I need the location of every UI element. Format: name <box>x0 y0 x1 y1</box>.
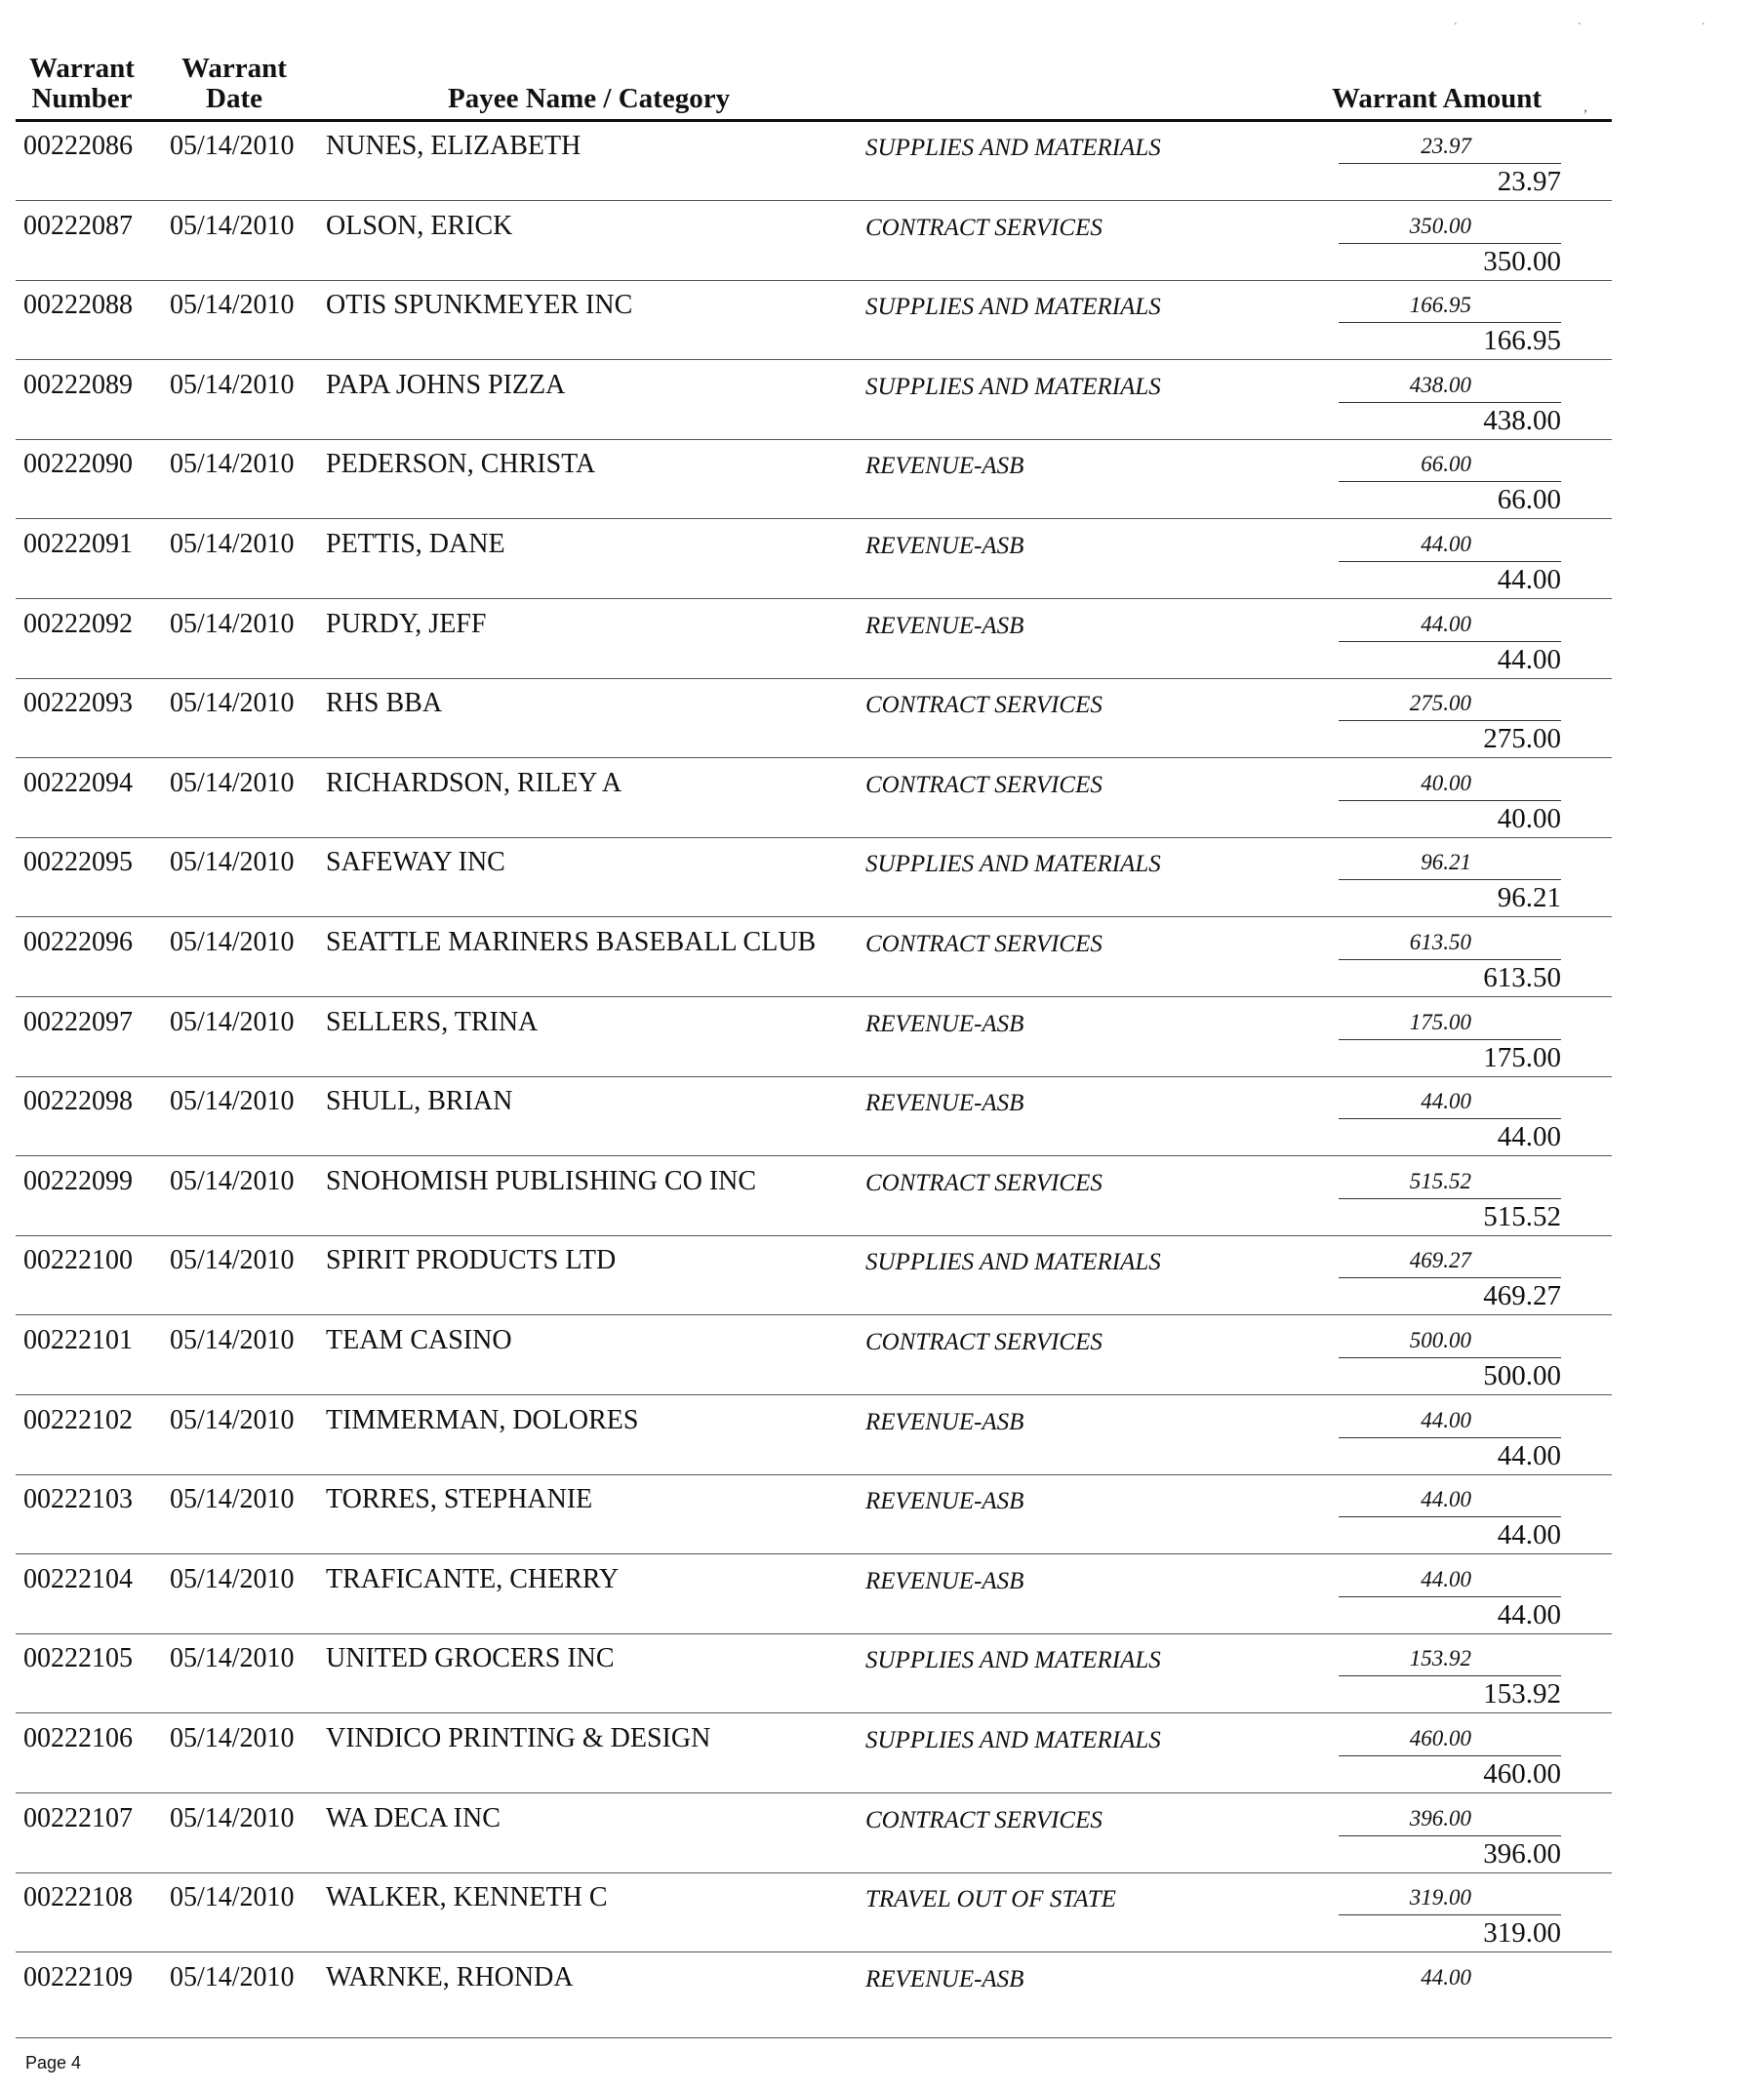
warrant-amount: 515.52 <box>1483 1200 1561 1232</box>
table-row <box>0 1875 1624 1955</box>
subtotal-rule <box>1339 243 1561 244</box>
warrant-date: 05/14/2010 <box>170 131 295 161</box>
warrant-number: 00222091 <box>23 529 133 559</box>
warrant-amount: 44.00 <box>1497 1121 1561 1153</box>
payee-name: WARNKE, RHONDA <box>326 1961 574 1992</box>
category-amount: 44.00 <box>1421 532 1471 556</box>
payee-name: OTIS SPUNKMEYER INC <box>326 290 633 321</box>
subtotal-rule <box>1339 800 1561 801</box>
category-amount: 175.00 <box>1409 1009 1471 1034</box>
warrant-number: 00222098 <box>23 1086 133 1117</box>
table-row <box>0 1238 1624 1318</box>
row-separator <box>16 1314 1612 1315</box>
row-separator <box>16 1553 1612 1554</box>
subtotal-rule <box>1339 641 1561 642</box>
category-amount: 44.00 <box>1421 1566 1471 1591</box>
subtotal-rule <box>1339 1516 1561 1517</box>
warrant-date: 05/14/2010 <box>170 449 295 480</box>
warrant-date: 05/14/2010 <box>170 767 295 798</box>
payee-category: REVENUE-ASB <box>865 1010 1024 1037</box>
subtotal-rule <box>1339 163 1561 164</box>
payee-category: CONTRACT SERVICES <box>865 771 1102 798</box>
warrant-number: 00222099 <box>23 1165 133 1196</box>
subtotal-rule <box>1339 1198 1561 1199</box>
payee-name: TORRES, STEPHANIE <box>326 1484 593 1515</box>
payee-category: REVENUE-ASB <box>865 1488 1024 1515</box>
row-separator <box>16 1951 1612 1952</box>
warrant-date: 05/14/2010 <box>170 1643 295 1674</box>
warrant-amount: 613.50 <box>1483 962 1561 993</box>
category-amount: 166.95 <box>1409 293 1471 318</box>
warrant-date: 05/14/2010 <box>170 1802 295 1833</box>
category-amount: 153.92 <box>1409 1646 1471 1671</box>
row-separator <box>16 280 1612 281</box>
warrant-number: 00222104 <box>23 1563 133 1594</box>
table-row <box>0 1557 1624 1637</box>
warrant-date: 05/14/2010 <box>170 927 295 957</box>
table-row <box>0 1000 1624 1080</box>
page-number: Page 4 <box>25 2053 82 2072</box>
row-separator <box>16 200 1612 201</box>
warrant-amount: 66.00 <box>1497 484 1561 516</box>
row-separator <box>16 1872 1612 1873</box>
payee-name: WALKER, KENNETH C <box>326 1882 608 1913</box>
row-separator <box>16 439 1612 440</box>
payee-name: UNITED GROCERS INC <box>326 1643 615 1674</box>
warrant-amount: 319.00 <box>1483 1917 1561 1950</box>
subtotal-rule <box>1339 1437 1561 1438</box>
warrant-number: 00222096 <box>23 927 133 957</box>
header-payee-category: Payee Name / Category <box>448 83 731 114</box>
payee-name: NUNES, ELIZABETH <box>326 131 581 161</box>
category-amount: 44.00 <box>1421 1964 1471 1990</box>
subtotal-rule <box>1339 561 1561 562</box>
payee-name: WA DECA INC <box>326 1802 501 1833</box>
payee-category: CONTRACT SERVICES <box>865 1806 1102 1833</box>
row-separator <box>16 1792 1612 1793</box>
footer-rule <box>16 2037 1612 2038</box>
warrant-number: 00222089 <box>23 369 133 400</box>
table-row <box>0 1636 1624 1716</box>
warrant-amount: 469.27 <box>1483 1280 1561 1312</box>
table-row <box>0 1716 1624 1796</box>
table-row <box>0 1955 1624 2035</box>
category-amount: 469.27 <box>1409 1248 1471 1273</box>
warrant-date: 05/14/2010 <box>170 1723 295 1753</box>
warrant-number: 00222102 <box>23 1404 133 1435</box>
warrant-amount: 275.00 <box>1483 723 1561 755</box>
warrant-date: 05/14/2010 <box>170 290 295 321</box>
payee-name: PEDERSON, CHRISTA <box>326 449 596 480</box>
subtotal-rule <box>1339 1039 1561 1040</box>
category-amount: 44.00 <box>1421 611 1471 636</box>
row-separator <box>16 1076 1612 1077</box>
warrant-number: 00222108 <box>23 1882 133 1913</box>
payee-category: SUPPLIES AND MATERIALS <box>865 294 1161 321</box>
warrant-amount: 96.21 <box>1497 882 1561 914</box>
category-amount: 23.97 <box>1421 134 1471 158</box>
payee-name: TRAFICANTE, CHERRY <box>326 1563 620 1594</box>
category-amount: 319.00 <box>1409 1885 1471 1911</box>
warrant-date: 05/14/2010 <box>170 1563 295 1594</box>
warrant-date: 05/14/2010 <box>170 1882 295 1913</box>
table-row <box>0 1398 1624 1478</box>
subtotal-rule <box>1339 1755 1561 1756</box>
row-separator <box>16 1712 1612 1713</box>
subtotal-rule <box>1339 1914 1561 1915</box>
row-separator <box>16 996 1612 997</box>
payee-category: REVENUE-ASB <box>865 612 1024 639</box>
table-row <box>0 920 1624 1000</box>
warrant-amount: 396.00 <box>1483 1837 1561 1870</box>
payee-category: SUPPLIES AND MATERIALS <box>865 1647 1161 1674</box>
payee-category: CONTRACT SERVICES <box>865 1329 1102 1355</box>
table-row <box>0 283 1624 363</box>
warrant-amount: 23.97 <box>1497 166 1561 197</box>
category-amount: 613.50 <box>1409 930 1471 954</box>
table-row <box>0 442 1624 522</box>
warrant-amount: 44.00 <box>1497 1598 1561 1630</box>
warrant-number: 00222109 <box>23 1961 133 1992</box>
warrant-date: 05/14/2010 <box>170 1006 295 1037</box>
warrant-date: 05/14/2010 <box>170 1404 295 1435</box>
warrant-number: 00222094 <box>23 767 133 798</box>
warrant-date: 05/14/2010 <box>170 1325 295 1355</box>
subtotal-rule <box>1339 322 1561 323</box>
payee-name: SAFEWAY INC <box>326 847 505 878</box>
category-amount: 96.21 <box>1421 850 1471 875</box>
payee-name: SPIRIT PRODUCTS LTD <box>326 1245 617 1276</box>
warrant-amount: 500.00 <box>1483 1360 1561 1391</box>
warrant-date: 05/14/2010 <box>170 529 295 559</box>
payee-name: PURDY, JEFF <box>326 608 487 639</box>
row-separator <box>16 1633 1612 1634</box>
category-amount: 350.00 <box>1409 213 1471 238</box>
payee-category: CONTRACT SERVICES <box>865 692 1102 719</box>
subtotal-rule <box>1339 1835 1561 1836</box>
table-row <box>0 840 1624 920</box>
payee-name: VINDICO PRINTING & DESIGN <box>326 1723 711 1753</box>
subtotal-rule <box>1339 1277 1561 1278</box>
payee-category: SUPPLIES AND MATERIALS <box>865 851 1161 878</box>
payee-name: OLSON, ERICK <box>326 210 513 241</box>
warrant-number: 00222101 <box>23 1325 133 1355</box>
warrant-number: 00222090 <box>23 449 133 480</box>
payee-category: CONTRACT SERVICES <box>865 214 1102 241</box>
category-amount: 44.00 <box>1421 1487 1471 1512</box>
row-separator <box>16 1155 1612 1156</box>
payee-name: PETTIS, DANE <box>326 529 505 559</box>
warrant-date: 05/14/2010 <box>170 210 295 241</box>
warrant-number: 00222092 <box>23 608 133 639</box>
table-row <box>0 1477 1624 1557</box>
payee-category: REVENUE-ASB <box>865 1090 1024 1117</box>
subtotal-rule <box>1339 720 1561 721</box>
category-amount: 396.00 <box>1409 1805 1471 1830</box>
scan-mark: , <box>1584 99 1587 115</box>
row-separator <box>16 757 1612 758</box>
warrant-date: 05/14/2010 <box>170 369 295 400</box>
subtotal-rule <box>1339 879 1561 880</box>
header-warrant-amount: Warrant Amount <box>1332 83 1543 114</box>
warrant-date: 05/14/2010 <box>170 1484 295 1515</box>
row-separator <box>16 1235 1612 1236</box>
warrant-date: 05/14/2010 <box>170 1086 295 1117</box>
row-separator <box>16 837 1612 838</box>
payee-category: SUPPLIES AND MATERIALS <box>865 373 1161 400</box>
warrant-number: 00222100 <box>23 1245 133 1276</box>
scan-marks: . . . <box>1454 14 1764 28</box>
warrant-number: 00222097 <box>23 1006 133 1037</box>
warrant-number: 00222095 <box>23 847 133 878</box>
row-separator <box>16 1474 1612 1475</box>
warrant-number: 00222087 <box>23 210 133 241</box>
row-separator <box>16 678 1612 679</box>
subtotal-rule <box>1339 1118 1561 1119</box>
warrant-amount: 438.00 <box>1483 404 1561 436</box>
table-row <box>0 1318 1624 1398</box>
payee-category: CONTRACT SERVICES <box>865 1169 1102 1196</box>
payee-name: RICHARDSON, RILEY A <box>326 767 622 798</box>
table-row <box>0 1079 1624 1159</box>
warrant-number: 00222105 <box>23 1643 133 1674</box>
warrant-number: 00222086 <box>23 131 133 161</box>
payee-category: SUPPLIES AND MATERIALS <box>865 135 1161 161</box>
warrant-date: 05/14/2010 <box>170 1961 295 1992</box>
table-row <box>0 602 1624 682</box>
warrant-number: 00222107 <box>23 1802 133 1833</box>
warrant-number: 00222088 <box>23 290 133 321</box>
warrant-date: 05/14/2010 <box>170 1245 295 1276</box>
warrant-date: 05/14/2010 <box>170 847 295 878</box>
subtotal-rule <box>1339 402 1561 403</box>
category-amount: 515.52 <box>1409 1168 1471 1193</box>
warrant-amount: 40.00 <box>1497 802 1561 834</box>
payee-category: REVENUE-ASB <box>865 1965 1024 1992</box>
table-row <box>0 204 1624 284</box>
row-separator <box>16 1394 1612 1395</box>
payee-name: SEATTLE MARINERS BASEBALL CLUB <box>326 927 817 957</box>
header-warrant-number: Warrant Number <box>29 53 135 114</box>
category-amount: 44.00 <box>1421 1089 1471 1114</box>
table-row <box>0 124 1624 204</box>
table-row <box>0 1159 1624 1239</box>
payee-category: SUPPLIES AND MATERIALS <box>865 1727 1161 1753</box>
category-amount: 438.00 <box>1409 372 1471 397</box>
category-amount: 460.00 <box>1409 1726 1471 1750</box>
warrant-amount: 44.00 <box>1497 564 1561 595</box>
payee-name: TEAM CASINO <box>326 1325 512 1355</box>
category-amount: 44.00 <box>1421 1407 1471 1432</box>
subtotal-rule <box>1339 481 1561 482</box>
warrant-amount: 44.00 <box>1497 643 1561 675</box>
payee-name: PAPA JOHNS PIZZA <box>326 369 566 400</box>
table-row <box>0 363 1624 443</box>
payee-name: RHS BBA <box>326 688 443 719</box>
table-row <box>0 761 1624 841</box>
warrant-number: 00222093 <box>23 688 133 719</box>
table-row <box>0 681 1624 761</box>
table-row <box>0 1796 1624 1876</box>
warrant-amount: 350.00 <box>1483 245 1561 277</box>
payee-category: REVENUE-ASB <box>865 453 1024 480</box>
subtotal-rule <box>1339 1596 1561 1597</box>
subtotal-rule <box>1339 959 1561 960</box>
payee-name: SNOHOMISH PUBLISHING CO INC <box>326 1165 757 1196</box>
warrant-amount: 175.00 <box>1483 1041 1561 1073</box>
row-separator <box>16 916 1612 917</box>
payee-category: REVENUE-ASB <box>865 1408 1024 1435</box>
category-amount: 66.00 <box>1421 452 1471 477</box>
payee-name: SELLERS, TRINA <box>326 1006 539 1037</box>
warrant-amount: 166.95 <box>1483 325 1561 357</box>
table-row <box>0 522 1624 602</box>
subtotal-rule <box>1339 1675 1561 1676</box>
warrant-number: 00222106 <box>23 1723 133 1753</box>
row-separator <box>16 359 1612 360</box>
warrant-date: 05/14/2010 <box>170 1165 295 1196</box>
category-amount: 500.00 <box>1409 1328 1471 1352</box>
category-amount: 275.00 <box>1409 691 1471 716</box>
warrant-date: 05/14/2010 <box>170 688 295 719</box>
row-separator <box>16 598 1612 599</box>
category-amount: 40.00 <box>1421 770 1471 795</box>
payee-name: SHULL, BRIAN <box>326 1086 513 1117</box>
warrant-date: 05/14/2010 <box>170 608 295 639</box>
payee-category: CONTRACT SERVICES <box>865 931 1102 957</box>
payee-name: TIMMERMAN, DOLORES <box>326 1404 639 1435</box>
payee-category: REVENUE-ASB <box>865 533 1024 559</box>
warrant-amount: 153.92 <box>1483 1678 1561 1710</box>
header-warrant-date: Warrant Date <box>181 53 287 114</box>
subtotal-rule <box>1339 1357 1561 1358</box>
warrant-amount: 44.00 <box>1497 1519 1561 1551</box>
payee-category: TRAVEL OUT OF STATE <box>865 1886 1116 1913</box>
warrant-amount: 460.00 <box>1483 1758 1561 1790</box>
warrant-number: 00222103 <box>23 1484 133 1515</box>
payee-category: SUPPLIES AND MATERIALS <box>865 1249 1161 1276</box>
row-separator <box>16 518 1612 519</box>
warrant-amount: 44.00 <box>1497 1439 1561 1471</box>
payee-category: REVENUE-ASB <box>865 1567 1024 1594</box>
